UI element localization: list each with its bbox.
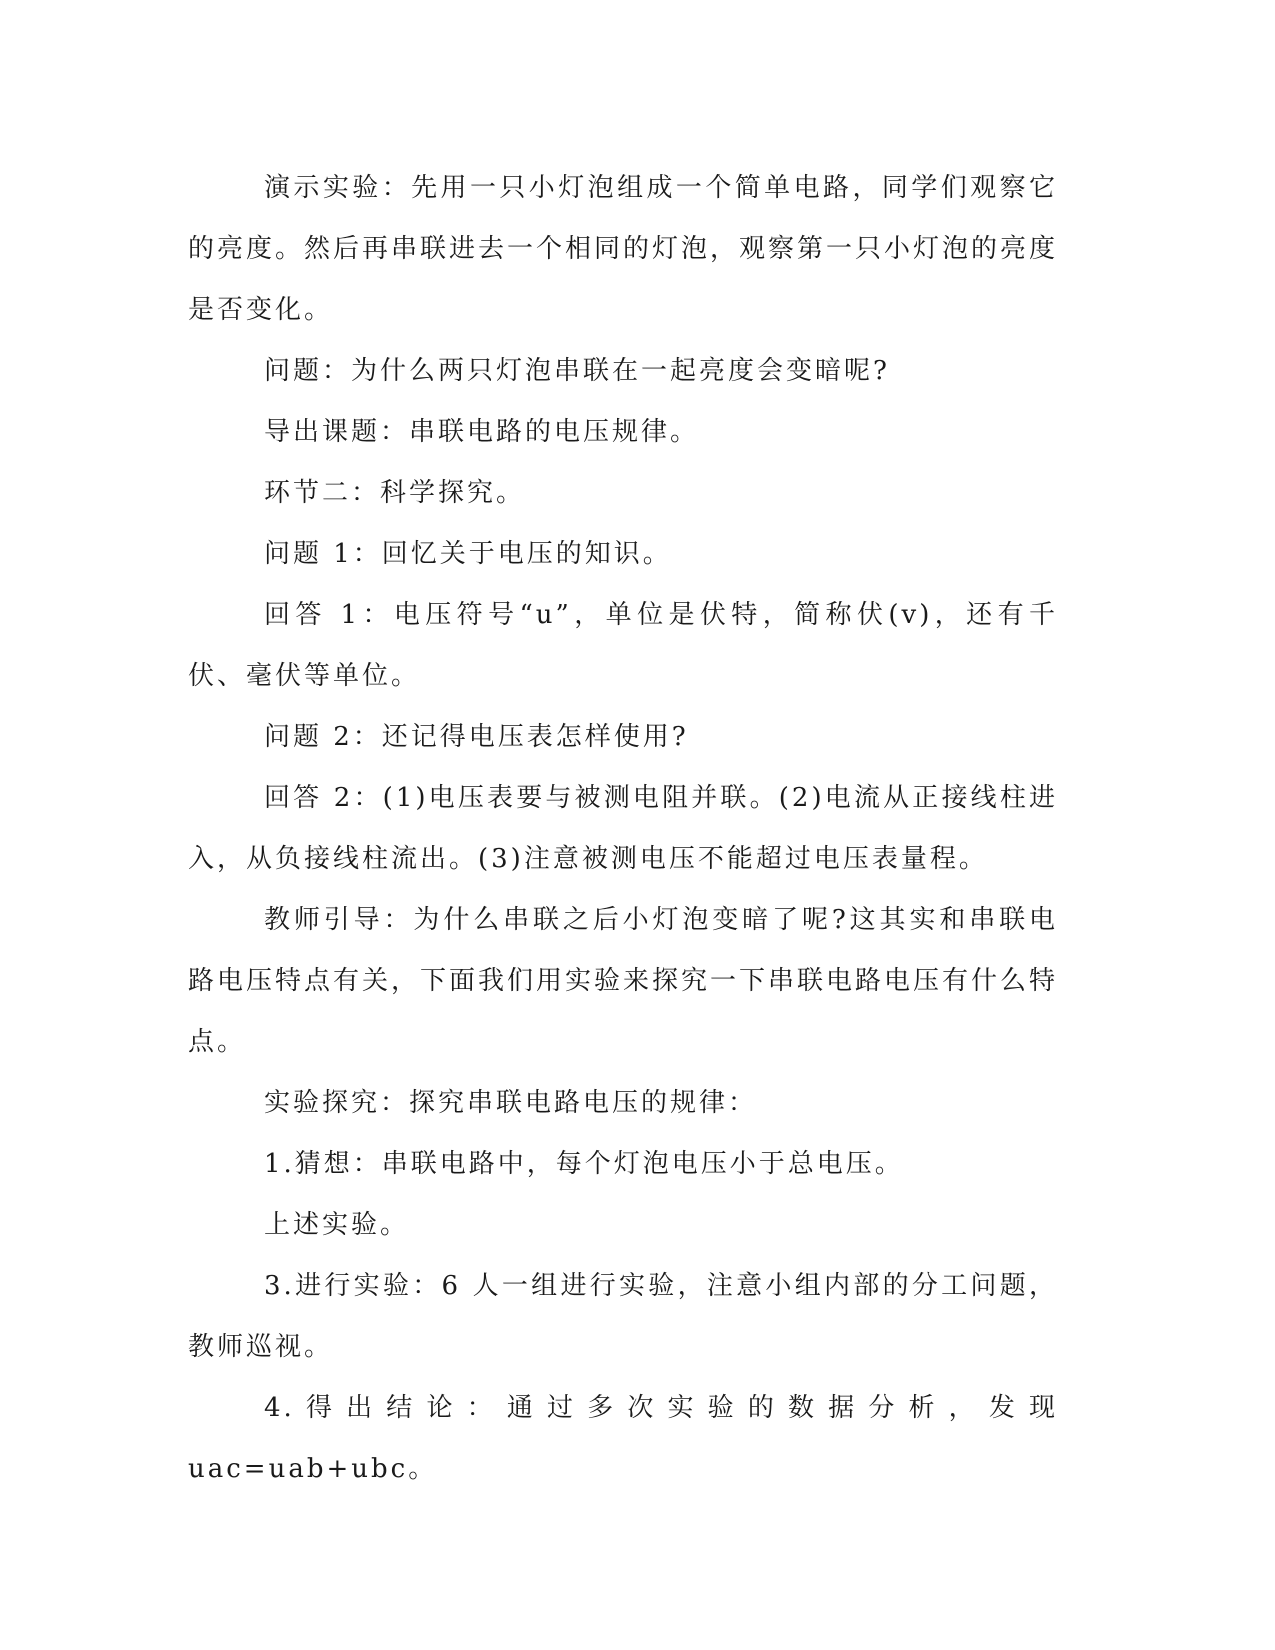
paragraph-question-1: 问题 1：回忆关于电压的知识。	[264, 539, 672, 569]
paragraph-experiment-inquiry: 实验探究：探究串联电路电压的规律：	[264, 1088, 758, 1118]
paragraph-demo-experiment: 演示实验：先用一只小灯泡组成一个简单电路，同学们观察它的亮度。然后再串联进去一个相同的灯泡，观察第一只小灯泡的亮度是否变化。	[188, 173, 1059, 325]
paragraph-section-two: 环节二：科学探究。	[264, 478, 526, 508]
paragraph-question-2: 问题 2：还记得电压表怎样使用?	[264, 722, 689, 752]
paragraph-step-3-experiment: 3.进行实验：6 人一组进行实验，注意小组内部的分工问题，教师巡视。	[188, 1271, 1058, 1362]
paragraph-step-1-hypothesis: 1.猜想：串联电路中，每个灯泡电压小于总电压。	[264, 1149, 904, 1179]
paragraph-step-4-conclusion: 4.得出结论：通过多次实验的数据分析，发现 uac=uab+ubc。	[188, 1393, 1058, 1484]
paragraph-answer-1: 回答 1：电压符号“u”，单位是伏特，简称伏(v)，还有千伏、毫伏等单位。	[188, 600, 1058, 691]
paragraph-lesson-topic: 导出课题：串联电路的电压规律。	[264, 417, 700, 447]
paragraph-question: 问题：为什么两只灯泡串联在一起亮度会变暗呢?	[264, 356, 890, 386]
document-body	[188, 158, 1058, 1500]
paragraph-above-experiment: 上述实验。	[264, 1210, 410, 1240]
paragraph-teacher-guidance: 教师引导：为什么串联之后小灯泡变暗了呢?这其实和串联电路电压特点有关，下面我们用实验来探究一下串联电路电压有什么特点。	[188, 905, 1059, 1057]
paragraph-answer-2: 回答 2：(1)电压表要与被测电阻并联。(2)电流从正接线柱进入，从负接线柱流出。(3)注意被测电压不能超过电压表量程。	[188, 783, 1058, 874]
